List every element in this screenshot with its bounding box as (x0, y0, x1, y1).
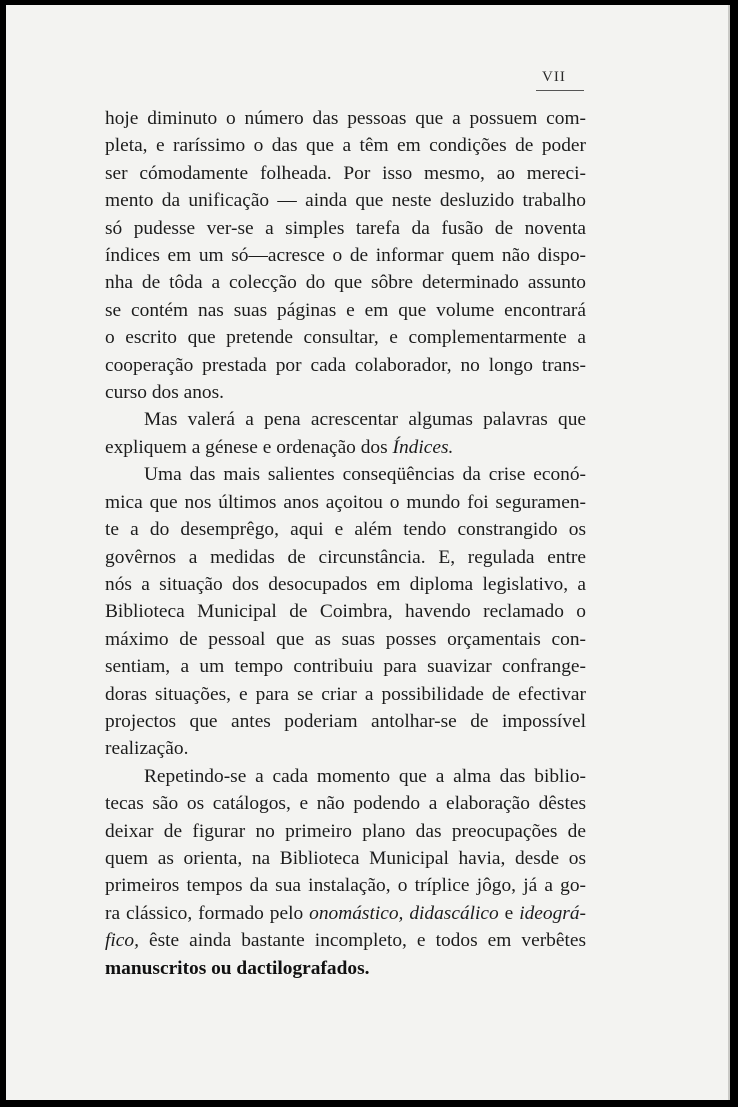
text-line: ser cómodamente folheada. Por isso mesmo, ao mereci- (105, 162, 586, 184)
italic-title-indices: Índices. (392, 436, 454, 458)
text-line (105, 927, 586, 954)
page-number-rule (536, 90, 584, 91)
paragraph-1 (105, 105, 586, 406)
text-line: índices em um só—acresce o de informar quem não dispo- (105, 245, 586, 267)
italic-term: ideográ- (519, 902, 586, 924)
italic-term: onomástico, didascálico (309, 902, 499, 924)
text-line: mento da unificação — ainda que neste desluzido trabalho (105, 190, 586, 212)
text-line: deixar de figurar no primeiro plano das preocupações de (105, 820, 586, 842)
text-line: manuscritos ou dactilografados. (105, 957, 370, 979)
italic-term: fico, (105, 930, 139, 952)
text-line: primeiros tempos da sua instalação, o tríplice jôgo, já a go- (105, 875, 586, 897)
text-run: êste ainda bastante incompleto, e todos em verbêtes (138, 930, 586, 952)
text-line: o escrito que pretende consultar, e complementarmente a (105, 327, 586, 349)
text-line (105, 900, 586, 927)
text-line: pleta, e raríssimo o das que a têm em condições de poder (105, 135, 586, 157)
paragraph-4 (105, 763, 586, 982)
page-number: VII (542, 69, 566, 85)
text-line: tecas são os catálogos, e não podendo a elaboração dêstes (105, 793, 586, 815)
book-page (6, 5, 730, 1100)
text-line: curso dos anos. (105, 382, 225, 404)
text-line: doras situações, e para se criar a possibilidade de efectivar (105, 683, 586, 705)
text-line: te a do desemprêgo, aqui e além tendo constrangido os (105, 519, 586, 541)
text-line: govêrnos a medidas de circunstância. E, regulada entre (105, 546, 586, 568)
text-line: cooperação prestada por cada colaborador, no longo trans- (105, 354, 586, 376)
text-run: ra clássico, formado pelo (105, 902, 310, 924)
text-line: se contém nas suas páginas e em que volume encontrará (105, 299, 586, 321)
text-run: expliquem a génese e ordenação dos (105, 436, 393, 458)
text-line: hoje diminuto o número das pessoas que a possuem com- (105, 108, 586, 129)
text-run: e (498, 902, 520, 924)
text-line: nós a situação dos desocupados em diploma legislativo, a (105, 573, 586, 595)
text-line: Mas valerá a pena acrescentar algumas palavras que (144, 409, 586, 431)
text-line: projectos que antes poderiam antolhar-se de impossível (105, 710, 586, 732)
text-line: quem as orienta, na Biblioteca Municipal havia, desde os (105, 847, 586, 869)
body-text (105, 105, 586, 982)
text-line: só pudesse ver-se a simples tarefa da fusão de noventa (105, 217, 586, 239)
text-line: nha de tôda a colecção do que sôbre determinado assunto (105, 272, 586, 294)
paragraph-3 (105, 461, 586, 762)
text-line: Repetindo-se a cada momento que a alma das biblio- (144, 765, 586, 787)
text-line: Biblioteca Municipal de Coimbra, havendo reclamado o (105, 601, 586, 623)
text-line: mica que nos últimos anos açoitou o mundo foi seguramen- (105, 491, 586, 513)
text-line: Uma das mais salientes conseqüências da crise econó- (144, 464, 586, 486)
text-line: realização. (105, 738, 189, 760)
text-line: máximo de pessoal que as suas posses orçamentais con- (105, 628, 586, 650)
text-line (105, 434, 586, 461)
text-line: sentiam, a um tempo contribuiu para suavizar confrange- (105, 656, 586, 678)
paragraph-2 (105, 406, 586, 461)
